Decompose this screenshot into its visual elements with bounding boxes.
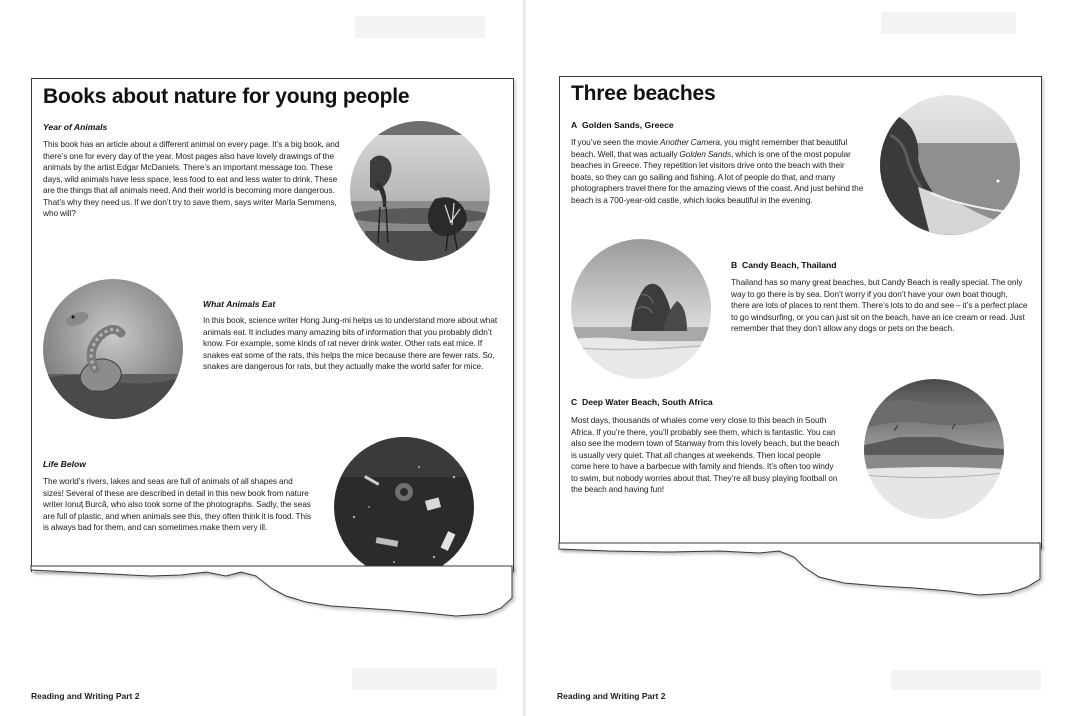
coast-cliff-photo [880, 95, 1020, 235]
page-footer: Reading and Writing Part 2 [31, 691, 140, 701]
book-title-what-animals-eat: What Animals Eat [203, 299, 276, 309]
book-text-what-animals-eat: In this book, science writer Hong Jung-mi helps us to understand more about what animals eat. It includes many amazing bits of information that you probably didn’t know. For example, some kinds of rat never drink water. Other rats eat mice. If snakes eat some of the rats, this helps the mice because there are fewer rats. So, snakes are dangerous for rats, but they actually make the world safer for mice. [203, 315, 498, 372]
beach-letter: B [731, 260, 738, 270]
underwater-plastic-photo [334, 437, 474, 577]
three-beaches-card [559, 76, 1042, 549]
book-text-year-of-animals: This book has an article about a different animal on every page. It’s a big book, and there’s one for every day of the year. Most pages also have lovely drawings of the animals by the artist Edgar McDaniels. There’s an important message too. These days, wild animals have less space, less food to eat and less water to drink. These are the things that all animals need. And their world is becoming more dangerous. That’s why they need us. If we don’t try to save them, says writer Marla Semmens, who will? [43, 139, 340, 219]
torn-paper-edge [559, 543, 1044, 605]
beach-name: Candy Beach, Thailand [742, 260, 837, 270]
beach-letter: A [571, 120, 578, 130]
faint-header-mark [355, 16, 485, 38]
faint-footer-mark [891, 670, 1041, 690]
torn-paper-edge [31, 566, 516, 626]
beach-heading-candy-beach [731, 260, 837, 270]
page-footer: Reading and Writing Part 2 [557, 691, 666, 701]
snake-photo [43, 279, 183, 419]
faint-footer-mark [352, 668, 497, 690]
beach-text-deep-water: Most days, thousands of whales come very close to this beach in South Africa. If you’re there, you’ll probably see them, which is fantastic. You can also see the modern town of Stanway from this lovely beach, but the beach is usually very quiet. That all changes at weekends. Then local people come here to have a barbecue with family and friends. It’s often too windy to swim, but nobody worries about that. They’re all busy playing football on the beach and having fun! [571, 415, 840, 495]
book-title-year-of-animals: Year of Animals [43, 122, 108, 132]
nature-books-card [31, 78, 514, 572]
beach-name: Golden Sands, Greece [582, 120, 674, 130]
beach-letter: C [571, 397, 578, 407]
right-page [526, 0, 1080, 716]
book-text-life-below: The world’s rivers, lakes and seas are full of animals of all shapes and sizes! Several of these are described in detail in this new book from nature writer Ionuț Burcă, who also took some of the photographs. Sadly, the seas are full of plastic, and when animals see this, they often think it is food. This is always bad for them, and can sometimes make them very ill. [43, 476, 312, 533]
book-title-life-below: Life Below [43, 459, 86, 469]
beach-heading-deep-water [571, 397, 713, 407]
beach-text-candy-beach: Thailand has so many great beaches, but Candy Beach is really special. The only way to go there is by sea. Don’t worry if you don’t have your own boat though, there are lots of places to rent them. There’s lots to do and see – it’s a perfect place to go windsurfing, or you can just sit on the beach, have an ice cream or read. Just remember that they don’t allow any dogs or pets on the beach. [731, 277, 1028, 334]
page-title: Books about nature for young people [43, 85, 410, 108]
page-title: Three beaches [571, 82, 716, 105]
beach-text-golden-sands: If you’ve seen the movie Another Camera, you might remember that beautiful beach. Well, that was actually Golden Sands, which is one of the most popular beaches in Greece. They repetition let visitors drive onto the beach with their boats, so they can go sailing and fishing. A lot of people do that, and many photographers travel there for the amazing views of the coast. And just behind the beach is a 700-year-old castle, which looks beautiful in the evening. [571, 137, 864, 205]
flamingos-photo [350, 121, 490, 261]
beach-heading-golden-sands [571, 120, 674, 130]
table-mountain-beach-photo [864, 379, 1004, 519]
left-page [0, 0, 523, 716]
rock-beach-photo [571, 239, 711, 379]
faint-header-mark [881, 12, 1016, 34]
beach-name: Deep Water Beach, South Africa [582, 397, 713, 407]
